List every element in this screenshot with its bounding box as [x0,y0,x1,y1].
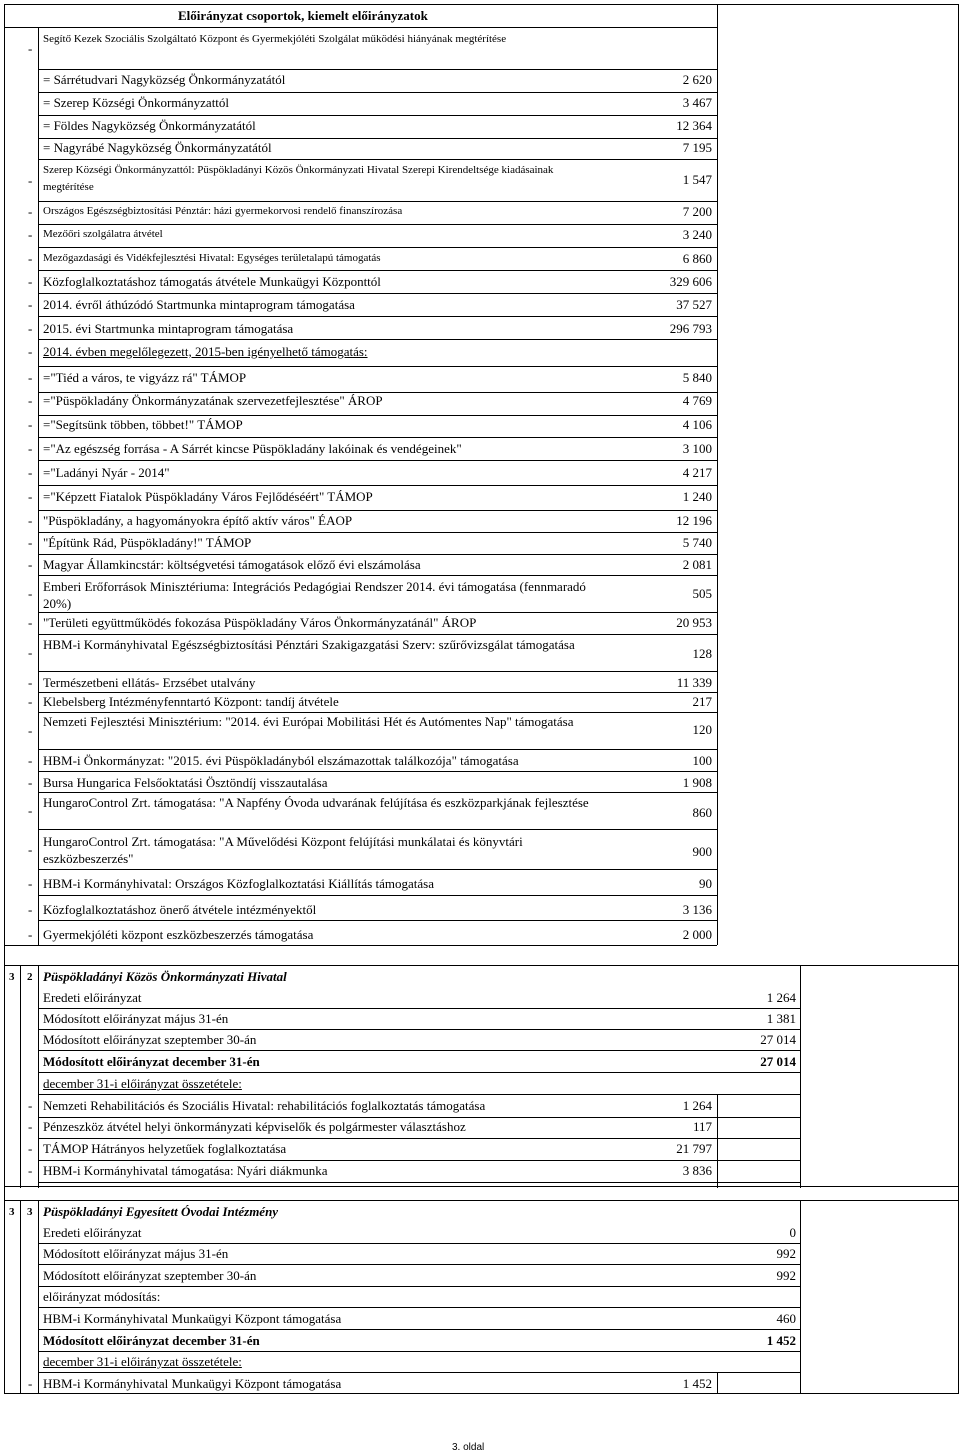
dash-column-border [38,27,39,945]
row-amount: 12 364 [676,118,712,133]
row-label: "Területi együttműködés fokozása Püspökladány Város Önkormányzatánál" ÁROP [43,615,477,630]
row-amount: 120 [692,722,712,737]
s2-col1-border [20,965,21,1188]
section2-row-separator [38,1029,800,1030]
section2-row-separator [38,1072,800,1073]
section2-summary-label: Módosított előirányzat december 31-én [43,1054,260,1069]
row-dash: - [28,344,33,359]
section2-index-2: 2 [27,971,33,983]
row-label: ="Ladányi Nyár - 2014" [43,465,170,480]
row-label: HungaroControl Zrt. támogatása: "A Művelődési Központ felújítási munkálatai és könyvtári eszközbeszerzés" [43,834,523,866]
s3-item-amount-border [717,1373,718,1393]
row-amount: 2 000 [682,927,712,942]
row-amount: 5 840 [682,370,712,385]
section3-summary-value: 0 [789,1225,796,1240]
row-dash: - [28,251,33,266]
section2-row-separator [38,1050,800,1051]
section2-summary-value: 27 014 [760,1054,796,1069]
row-amount: 6 860 [682,251,712,266]
row-dash: - [28,1141,33,1156]
row-label: Közfoglalkoztatáshoz önerő átvétele intézményektől [43,902,317,917]
section3-row-separator [38,1351,800,1352]
section3-item-amount: 1 452 [682,1376,712,1391]
row-separator [38,771,717,772]
section3-row-separator [38,1329,800,1330]
row-separator [38,460,717,461]
section3-index-2: 3 [27,1206,33,1218]
row-amount: 128 [692,646,712,661]
section2-item-separator [38,1160,800,1161]
row-separator [38,554,717,555]
row-label: Közfoglalkoztatáshoz támogatás átvétele Munkaügyi Központtól [43,274,381,289]
row-label: = Sárrétudvari Nagyközség Önkormányzatától [43,72,286,87]
section2-item-amount: 3 836 [682,1163,712,1178]
section2-summary-label: Eredeti előirányzat [43,990,142,1005]
row-amount: 3 100 [682,441,712,456]
row-label: Segítő Kezek Szociális Szolgáltató Központ és Gyermekjóléti Szolgálat működési hiányának megtérítése [43,33,507,45]
row-amount: 329 606 [669,274,712,289]
row-amount: 1 547 [682,172,712,187]
row-dash: - [28,41,33,56]
page-frame-right [958,4,959,1394]
row-label: Nemzeti Fejlesztési Minisztérium: "2014. évi Európai Mobilitási Hét és Autómentes Nap" támogatása [43,714,574,729]
row-separator [38,920,717,921]
section3-summary-label: Módosított előirányzat május 31-én [43,1246,229,1261]
row-label: 2015. évi Startmunka mintaprogram támogatása [43,321,294,336]
section2-item-amount: 1 264 [682,1098,712,1113]
row-separator [38,575,717,576]
row-dash: - [28,675,33,690]
row-separator [38,69,717,70]
row-separator [38,247,717,248]
page-frame-top [4,4,958,5]
row-amount: 7 195 [682,140,712,155]
s3-col1-border [20,1200,21,1393]
section2-summary-label: Módosított előirányzat szeptember 30-án [43,1032,257,1047]
section2-item-label: TÁMOP Hátrányos helyzetűek foglalkoztatása [43,1141,287,1156]
row-separator [38,895,717,896]
spacer-line-2 [4,1200,958,1201]
row-separator [38,316,717,317]
header-underline [4,27,717,28]
section2-row-separator [38,1094,800,1095]
row-dash: - [28,417,33,432]
amount-column-border-top [717,4,718,945]
row-amount: 12 196 [676,513,712,528]
row-amount: 4 217 [682,465,712,480]
row-dash: - [28,489,33,504]
row-separator [38,293,717,294]
section-header: Előirányzat csoportok, kiemelt előirányzatok [178,8,428,23]
row-separator [38,270,717,271]
row-separator [38,510,717,511]
section2-summary-label: Módosított előirányzat május 31-én [43,1011,229,1026]
row-amount: 37 527 [676,297,712,312]
row-amount: 3 136 [682,902,712,917]
row-label: Klebelsberg Intézményfenntartó Központ: tandíj átvétele [43,694,339,709]
section2-item-label: Pénzeszköz átvétel helyi önkormányzati képviselők és polgármester választáshoz [43,1119,466,1134]
row-label: = Földes Nagyközség Önkormányzatától [43,118,256,133]
row-dash: - [28,227,33,242]
row-dash: - [28,723,33,738]
section2-row-separator [38,1008,800,1009]
row-label: "Püspökladány, a hagyományokra építő aktív város" ÉAOP [43,513,353,528]
row-separator [38,634,717,635]
row-dash: - [28,274,33,289]
row-label: ="Segítsünk többen, többet!" TÁMOP [43,417,243,432]
row-dash: - [28,557,33,572]
row-dash: - [28,513,33,528]
row-dash: - [28,586,33,601]
row-amount: 296 793 [669,321,712,336]
row-amount: 1 908 [682,775,712,790]
row-dash: - [28,441,33,456]
page-frame-bottom [4,1393,958,1394]
row-amount: 5 740 [682,535,712,550]
row-label: = Szerep Községi Önkormányzattól [43,95,230,110]
row-label: Természetbeni ellátás- Erzsébet utalvány [43,675,256,690]
row-dash: - [28,876,33,891]
row-label: Mezőőri szolgálatra átvétel [43,228,163,240]
row-separator [38,92,717,93]
row-label: = Nagyrábé Nagyközség Önkormányzatától [43,140,272,155]
row-amount: 1 240 [682,489,712,504]
section3-summary-value: 1 452 [766,1333,796,1348]
row-separator [38,224,717,225]
page-number: 3. oldal [452,1442,485,1453]
row-dash: - [28,842,33,857]
row-amount: 7 200 [682,204,712,219]
row-separator [38,671,717,672]
section3-title: Püspökladányi Egyesített Óvodai Intézmény [43,1204,279,1219]
section2-summary-label: december 31-i előirányzat összetétele: [43,1076,242,1091]
row-separator [38,115,717,116]
row-separator [38,612,717,613]
section1-bottom [4,945,717,946]
section2-item-separator [38,1138,800,1139]
row-dash: - [28,465,33,480]
row-separator [38,792,717,793]
section2-item-amount: 21 797 [676,1141,712,1156]
row-label: Országos Egészségbiztosítási Pénztár: házi gyermekorvosi rendelő finanszírozása [43,205,403,217]
section2-index-1: 3 [9,971,15,983]
row-label: Mezőgazdasági és Vidékfejlesztési Hivatal: Egységes területalapú támogatás [43,252,381,264]
row-dash: - [28,1163,33,1178]
section3-summary-value: 992 [776,1246,796,1261]
section3-summary-label: Módosított előirányzat szeptember 30-án [43,1268,257,1283]
row-label: ="Képzett Fiatalok Püspökladány Város Fejlődéséért" TÁMOP [43,489,373,504]
row-label: Szerep Községi Önkormányzattól: Püspökladányi Közös Önkormányzati Hivatal Szerepi Kirendeltsége kiadásainak megtérítése [43,164,554,193]
row-dash: - [28,1376,33,1391]
row-amount: 860 [692,805,712,820]
section2-summary-value: 1 264 [766,990,796,1005]
section3-row-separator [38,1286,800,1287]
section3-summary-label: HBM-i Kormányhivatal Munkaügyi Központ támogatása [43,1311,342,1326]
row-dash: - [28,393,33,408]
row-label: ="Püspökladány Önkormányzatának szervezetfejlesztése" ÁROP [43,393,383,408]
spacer-line [4,965,958,966]
row-separator [38,829,717,830]
s3-amount-border [800,1200,801,1393]
row-amount: 3 240 [682,227,712,242]
row-separator [38,437,717,438]
row-label: Magyar Államkincstár: költségvetési támogatások előző évi elszámolása [43,557,421,572]
row-dash: - [28,902,33,917]
row-amount: 900 [692,844,712,859]
row-separator [38,366,717,367]
section2-item-label: Nemzeti Rehabilitációs és Szociális Hivatal: rehabilitációs foglalkoztatás támogatása [43,1098,486,1113]
row-amount: 100 [692,753,712,768]
row-label: HBM-i Önkormányzat: "2015. évi Püspökladányból elszámazottak találkozója" támogatása [43,753,519,768]
section3-row-separator [38,1372,800,1373]
row-dash: - [28,1119,33,1134]
row-amount: 3 467 [682,95,712,110]
row-amount: 4 106 [682,417,712,432]
row-dash: - [28,173,33,188]
row-separator [38,159,717,160]
section2-title: Püspökladányi Közös Önkormányzati Hivatal [43,969,287,984]
row-label: ="Tiéd a város, te vigyázz rá" TÁMOP [43,370,247,385]
s2-item-amount-border [717,1095,718,1188]
section3-summary-label: Eredeti előirányzat [43,1225,142,1240]
row-amount: 217 [692,694,712,709]
row-dash: - [28,927,33,942]
row-label: Gyermekjóléti központ eszközbeszerzés támogatása [43,927,314,942]
row-dash: - [28,321,33,336]
row-dash: - [28,645,33,660]
row-label: 2014. évben megelőlegezett, 2015-ben igényelhető támogatás: [43,344,368,359]
row-separator [38,201,717,202]
row-dash: - [28,694,33,709]
row-dash: - [28,535,33,550]
section3-row-separator [38,1307,800,1308]
row-dash: - [28,753,33,768]
section2-item-amount: 117 [692,1119,712,1134]
row-separator [38,339,717,340]
row-separator [38,749,717,750]
row-separator [38,485,717,486]
row-label: ="Az egészség forrása - A Sárrét kincse Püspökladány lakóinak és vendégeinek" [43,441,462,456]
section3-item-label: HBM-i Kormányhivatal Munkaügyi Központ támogatása [43,1376,342,1391]
section2-summary-value: 27 014 [760,1032,796,1047]
section3-row-separator [38,1243,800,1244]
row-label: 2014. évről áthúzódó Startmunka mintaprogram támogatása [43,297,355,312]
row-dash: - [28,615,33,630]
row-dash: - [28,204,33,219]
section3-index-1: 3 [9,1206,15,1218]
row-label: HungaroControl Zrt. támogatása: "A Napfény Óvoda udvarának felújítása és eszközparkjának fejlesztése [43,795,589,810]
row-amount: 90 [699,876,712,891]
section2-item-separator [38,1182,800,1183]
row-separator [38,532,717,533]
row-separator [38,869,717,870]
section2-bottom [4,1186,958,1187]
row-label: Bursa Hungarica Felsőoktatási Ösztöndíj visszautalása [43,775,328,790]
row-label: HBM-i Kormányhivatal: Országos Közfoglalkoztatási Kiállítás támogatása [43,876,434,891]
section2-summary-value: 1 381 [766,1011,796,1026]
row-dash: - [28,370,33,385]
row-amount: 2 620 [682,72,712,87]
row-label: HBM-i Kormányhivatal Egészségbiztosítási Pénztári Szakigazgatási Szerv: szűrővizsgálat támogatása [43,637,575,652]
row-dash: - [28,775,33,790]
s2-amount-border [800,965,801,1188]
section3-summary-label: december 31-i előirányzat összetétele: [43,1354,242,1369]
row-label: "Építünk Rád, Püspökladány!" TÁMOP [43,535,252,550]
s3-col2-border [38,1200,39,1393]
row-dash: - [28,803,33,818]
s2-col2-border [38,965,39,1188]
row-amount: 2 081 [682,557,712,572]
row-amount: 4 769 [682,393,712,408]
row-amount: 11 339 [676,675,712,690]
row-dash: - [28,297,33,312]
row-amount: 505 [692,586,712,601]
section3-summary-value: 460 [776,1311,796,1326]
section3-summary-label: Módosított előirányzat december 31-én [43,1333,260,1348]
section3-row-separator [38,1264,800,1265]
row-amount: 20 953 [676,615,712,630]
section3-summary-label: előirányzat módosítás: [43,1289,161,1304]
section3-summary-value: 992 [776,1268,796,1283]
row-label: Emberi Erőforrások Minisztériuma: Integrációs Pedagógiai Rendszer 2014. évi támogatása (fennmaradó 20%) [43,579,586,611]
row-dash: - [28,1098,33,1113]
section2-item-label: HBM-i Kormányhivatal támogatása: Nyári diákmunka [43,1163,328,1178]
